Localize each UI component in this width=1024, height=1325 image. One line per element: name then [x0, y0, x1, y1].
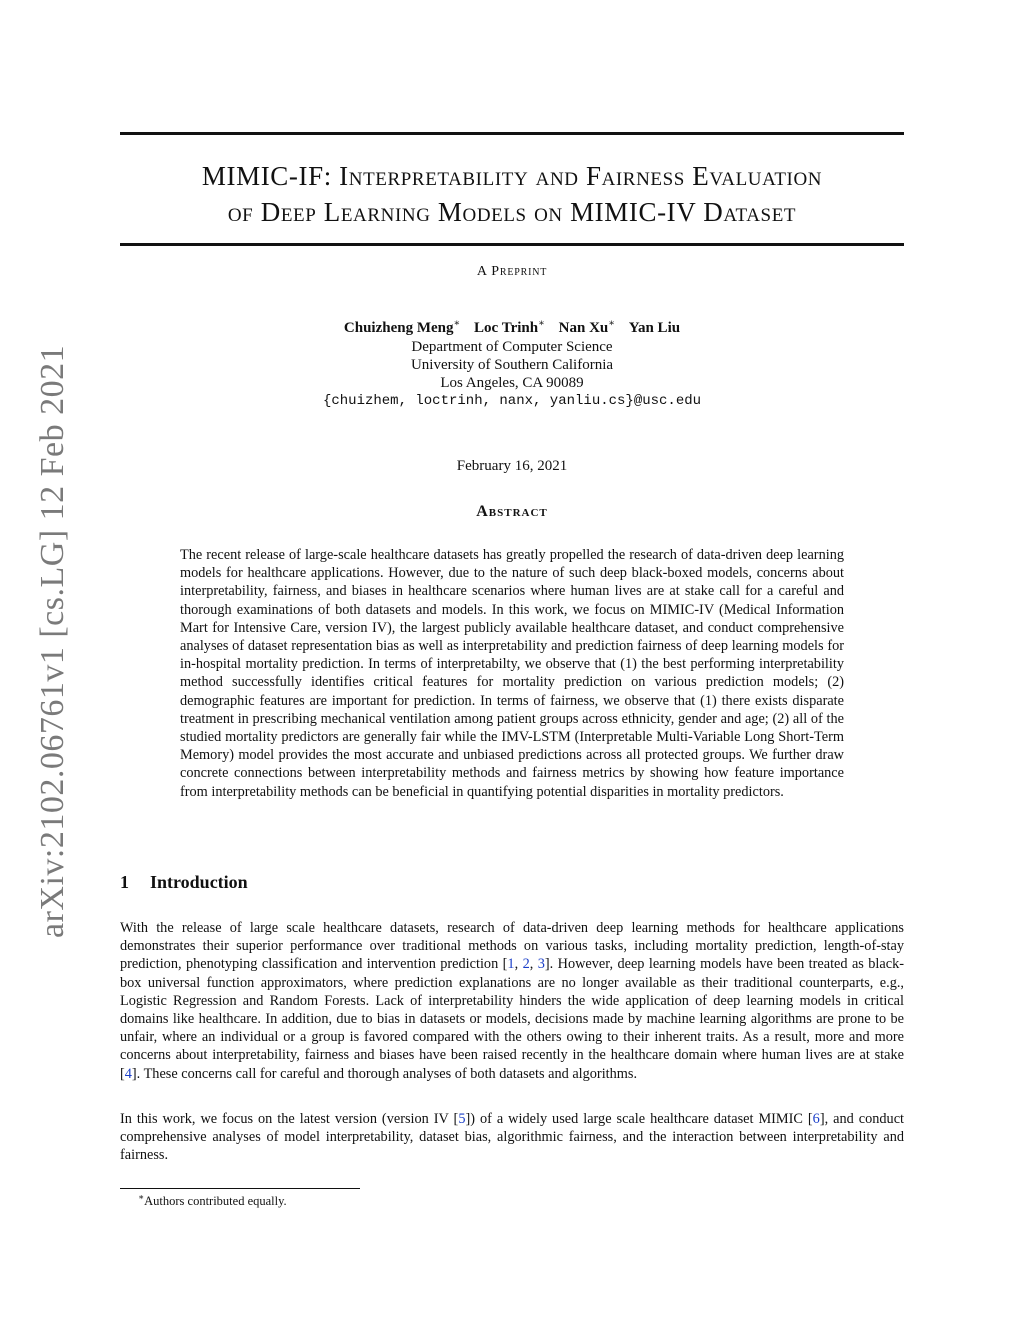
intro-paragraph-1: With the release of large scale healthcare datasets, research of data-driven deep learning methods for healthcare applications demonstrates their superior performance over traditional methods on various tasks, including mortality prediction, length-of-stay prediction, phenotyping classification and intervention prediction [1, 2, 3]. However, deep learning models have been treated as black-box universal function approximators, where prediction explanations are no longer available as their traditional counterparts, e.g., Logistic Regression and Random Forests. Lack of interpretability hinders the wide application of deep learning models in critical domains like healthcare. In addition, due to bias in datasets or models, decisions made by machine learning algorithms are prone to be unfair, where an individual or a group is favored compared with the others owing to their inherent traits. As a result, more and more concerns about interpretability, fairness and biases have been raised recently in the healthcare domain where human lives are at stake [4]. These concerns call for careful and thorough analyses of both datasets and algorithms.: [120, 920, 904, 1082]
department: Department of Computer Science: [411, 339, 613, 355]
author-list: [0, 318, 1024, 337]
title-line-2: of Deep Learning Models on MIMIC-IV Dataset: [227, 197, 797, 227]
footnote-rule: [120, 1188, 360, 1189]
citation-link[interactable]: 3: [537, 956, 545, 973]
author: Chuizheng Meng∗: [343, 318, 461, 336]
author: Loc Trinh∗: [474, 318, 545, 336]
section-number: 1: [120, 872, 129, 892]
title-bottom-rule: [120, 243, 904, 246]
affiliation: [0, 338, 1024, 410]
citation-link[interactable]: 5: [458, 1111, 466, 1127]
citation-link[interactable]: 4: [124, 1065, 132, 1082]
location: Los Angeles, CA 90089: [440, 375, 584, 391]
title-line-1: MIMIC-IF: Interpretability and Fairness Evaluation: [201, 161, 823, 191]
citation-link[interactable]: 1: [507, 956, 515, 973]
title-top-rule: [120, 132, 904, 135]
paper-title: [120, 158, 904, 230]
author: Nan Xu∗: [558, 318, 616, 336]
section-heading: [120, 872, 248, 893]
arxiv-stamp: arXiv:2102.06761v1 [cs.LG] 12 Feb 2021: [34, 344, 71, 938]
citation-link[interactable]: 2: [522, 956, 530, 973]
preprint-label: A Preprint: [476, 264, 548, 279]
abstract-text: The recent release of large-scale healthcare datasets has greatly propelled the research of data-driven deep learning models for healthcare applications. However, due to the nature of such deep black-boxed models, concerns about interpretability, fairness, and biases in healthcare scenarios where human lives are at stake call for a careful and thorough examinations of both datasets and models. In this work, we focus on MIMIC-IV (Medical Information Mart for Intensive Care, version IV), the largest publicly available healthcare dataset, and conduct comprehensive analyses of dataset representation bias as well as interpretability and prediction fairness of deep learning models for in-hospital mortality prediction. In terms of interpretabilty, we observe that (1) the best performing interpretability method successfully identifies critical features for mortality prediction on various prediction models; (2) demographic features are important for prediction. In terms of fairness, we observe that (1) there exists disparate treatment in prescribing mechanical ventilation among patient groups across ethnicity, gender and age; (2) all of the studied mortality predictors are generally fair while the IMV-LSTM (Interpretable Multi-Variable Long Short-Term Memory) model provides the most accurate and unbiased predictions across all protected groups. We further draw concrete connections between interpretability methods and fairness metrics by showing how feature importance from interpretability methods can be beneficial in quantifying potential disparities in mortality predictors.: [180, 547, 844, 800]
email[interactable]: {chuizhem, loctrinh, nanx, yanliu.cs}@usc.edu: [322, 393, 702, 409]
university: University of Southern California: [410, 357, 614, 373]
abstract-heading: Abstract: [476, 503, 548, 520]
author: Yan Liu: [628, 320, 681, 336]
section-title: Introduction: [150, 872, 248, 892]
paper-date: February 16, 2021: [456, 458, 568, 474]
intro-paragraph-2: In this work, we focus on the latest version (version IV [5]) of a widely used large scale healthcare dataset MIMIC [6], and conduct comprehensive analyses of model interpretability, dataset bias, algorithmic fairness, and the interaction between interpretability and fairness.: [120, 1111, 905, 1164]
citation-link[interactable]: 6: [812, 1111, 820, 1127]
footnote: ∗Authors contributed equally.: [138, 1192, 287, 1209]
